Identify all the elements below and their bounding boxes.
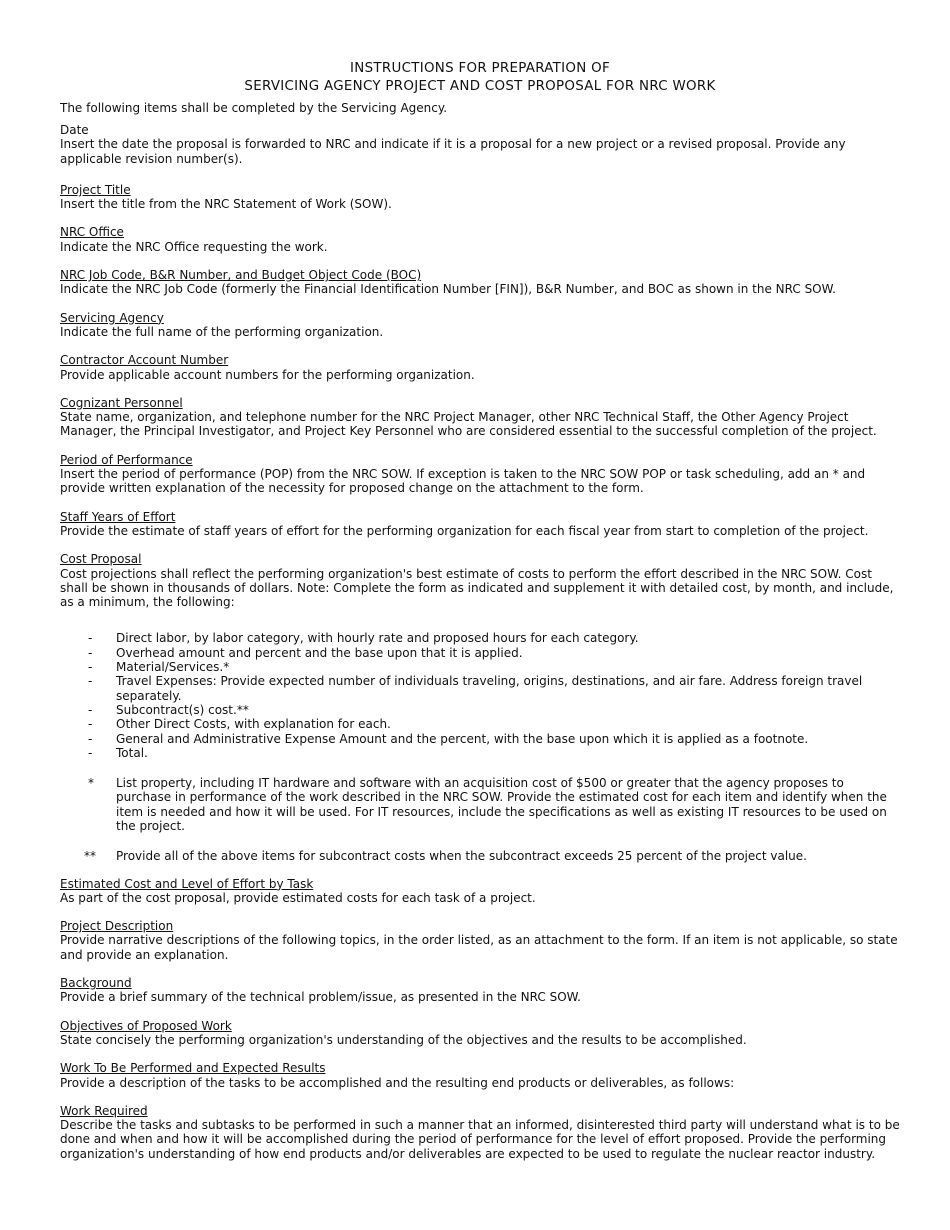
section-heading-project-description: Project Description [60,919,174,934]
section-project-title [60,183,900,212]
section-heading-nrc-office: NRC Office [60,225,124,240]
section-text-job-code: Indicate the NRC Job Code (formerly the Financial Identification Number [FIN]), B&R Number, and BOC as shown in the NRC SOW. [60,282,836,297]
section-background [60,976,900,1005]
document-page [60,60,900,1161]
list-bullet: - [88,660,93,675]
section-servicing-agency [60,311,900,340]
list-item-text: Material/Services.* [116,660,230,675]
section-work-required [60,1104,900,1161]
section-heading-period-of-performance: Period of Performance [60,452,193,467]
list-item-text: General and Administrative Expense Amount and the percent, with the base upon which it is applied as a footnote. [116,731,809,746]
footnote-text: List property, including IT hardware and software with an acquisition cost of $500 or greater that the agency proposes to purchase in performance of the work described in the NRC SOW. Provide the estimated cost for each item and identify when the item is needed and how it will be used. For IT resources, include the specifications as well as existing IT resources to be used on the project. [116,776,887,833]
section-work-results [60,1061,900,1090]
list-item [60,732,900,746]
list-bullet: - [88,674,93,689]
list-item [60,660,900,674]
section-text-nrc-office: Indicate the NRC Office requesting the work. [60,239,328,254]
list-item-text: Subcontract(s) cost.** [116,702,249,717]
section-text-work-required: Describe the tasks and subtasks to be performed in such a manner that an informed, disinterested third party will understand what is to be done and when and how it will be accomplished during the period of performance for the level of effort proposed. Provide the performing organization's understanding of how end products and/or deliverables are expected to be used to regulate the nuclear reactor industry. [60,1118,900,1161]
list-item [60,674,900,703]
section-heading-contractor-account: Contractor Account Number [60,353,229,368]
footnote-marker: * [88,776,94,791]
footnote-single-asterisk [60,776,900,833]
section-heading-estimated-cost: Estimated Cost and Level of Effort by Task [60,876,314,891]
section-estimated-cost [60,877,900,906]
list-bullet: - [88,631,93,646]
section-text-objectives: State concisely the performing organization's understanding of the objectives and the results to be accomplished. [60,1032,747,1047]
section-text-work-results: Provide a description of the tasks to be accomplished and the resulting end products or deliverables, as follows: [60,1075,735,1090]
list-bullet: - [88,717,93,732]
section-text-cognizant-personnel: State name, organization, and telephone number for the NRC Project Manager, other NRC Technical Staff, the Other Agency Project Manager, the Principal Investigator, and Project Key Personnel who are considered essential to the successful completion of the project. [60,410,877,439]
title-line-1: INSTRUCTIONS FOR PREPARATION OF [350,61,610,76]
section-heading-date: Date [60,123,89,137]
section-heading-staff-years: Staff Years of Effort [60,509,176,524]
section-text-contractor-account: Provide applicable account numbers for the performing organization. [60,367,475,382]
list-bullet: - [88,745,93,760]
list-item [60,703,900,717]
section-text-servicing-agency: Indicate the full name of the performing organization. [60,324,384,339]
section-cognizant-personnel [60,396,900,439]
title-line-2: SERVICING AGENCY PROJECT AND COST PROPOSAL FOR NRC WORK [244,79,716,94]
list-item-text: Other Direct Costs, with explanation for each. [116,717,391,732]
list-item [60,746,900,760]
section-text-project-description: Provide narrative descriptions of the following topics, in the order listed, as an attachment to the form. If an item is not applicable, so state and provide an explanation. [60,933,898,962]
list-item-text: Direct labor, by labor category, with hourly rate and proposed hours for each category. [116,631,639,646]
footnote-text: Provide all of the above items for subcontract costs when the subcontract exceeds 25 percent of the project value. [116,849,807,864]
list-item [60,717,900,731]
section-heading-job-code: NRC Job Code, B&R Number, and Budget Object Code (BOC) [60,268,422,283]
document-title [60,60,900,96]
section-staff-years [60,510,900,539]
list-item-text: Total. [116,745,148,760]
list-bullet: - [88,645,93,660]
list-item [60,631,900,645]
section-project-description [60,919,900,962]
list-item-text: Travel Expenses: Provide expected number of individuals traveling, origins, destinations, and air fare. Address foreign travel separately. [116,674,863,703]
section-heading-servicing-agency: Servicing Agency [60,310,164,325]
section-date [60,123,900,166]
section-text-date: Insert the date the proposal is forwarded to NRC and indicate if it is a proposal for a new project or a revised proposal. Provide any applicable revision number(s). [60,137,846,166]
section-text-background: Provide a brief summary of the technical problem/issue, as presented in the NRC SOW. [60,990,581,1005]
list-item [60,646,900,660]
section-heading-cognizant-personnel: Cognizant Personnel [60,395,183,410]
cost-items-list [60,631,900,760]
section-cost-proposal [60,552,900,863]
section-text-staff-years: Provide the estimate of staff years of effort for the performing organization for each fiscal year from start to completion of the project. [60,523,869,538]
list-bullet: - [88,731,93,746]
intro-text: The following items shall be completed by the Servicing Agency. [60,101,448,115]
section-heading-project-title: Project Title [60,182,131,197]
section-heading-cost-proposal: Cost Proposal [60,552,142,567]
section-nrc-office [60,225,900,254]
section-period-of-performance [60,453,900,496]
section-text-period-of-performance: Insert the period of performance (POP) from the NRC SOW. If exception is taken to the NRC SOW POP or task scheduling, add an * and provide written explanation of the necessity for proposed change on the attachment to the form. [60,467,866,496]
list-item-text: Overhead amount and percent and the base upon that it is applied. [116,645,523,660]
footnote-marker: ** [84,849,96,864]
section-text-estimated-cost: As part of the cost proposal, provide estimated costs for each task of a project. [60,890,536,905]
section-heading-background: Background [60,976,132,991]
section-contractor-account [60,353,900,382]
section-text-project-title: Insert the title from the NRC Statement of Work (SOW). [60,197,392,212]
section-heading-objectives: Objectives of Proposed Work [60,1018,232,1033]
section-text-cost-proposal: Cost projections shall reflect the performing organization's best estimate of costs to perform the effort described in the NRC SOW. Cost shall be shown in thousands of dollars. Note: Complete the form as indicated and supplement it with detailed cost, by month, and include, as a minimum, the following: [60,566,894,610]
section-objectives [60,1019,900,1048]
footnote-double-asterisk [60,849,900,863]
section-heading-work-required: Work Required [60,1103,148,1118]
list-bullet: - [88,702,93,717]
section-heading-work-results: Work To Be Performed and Expected Results [60,1061,326,1076]
section-job-code [60,268,900,297]
